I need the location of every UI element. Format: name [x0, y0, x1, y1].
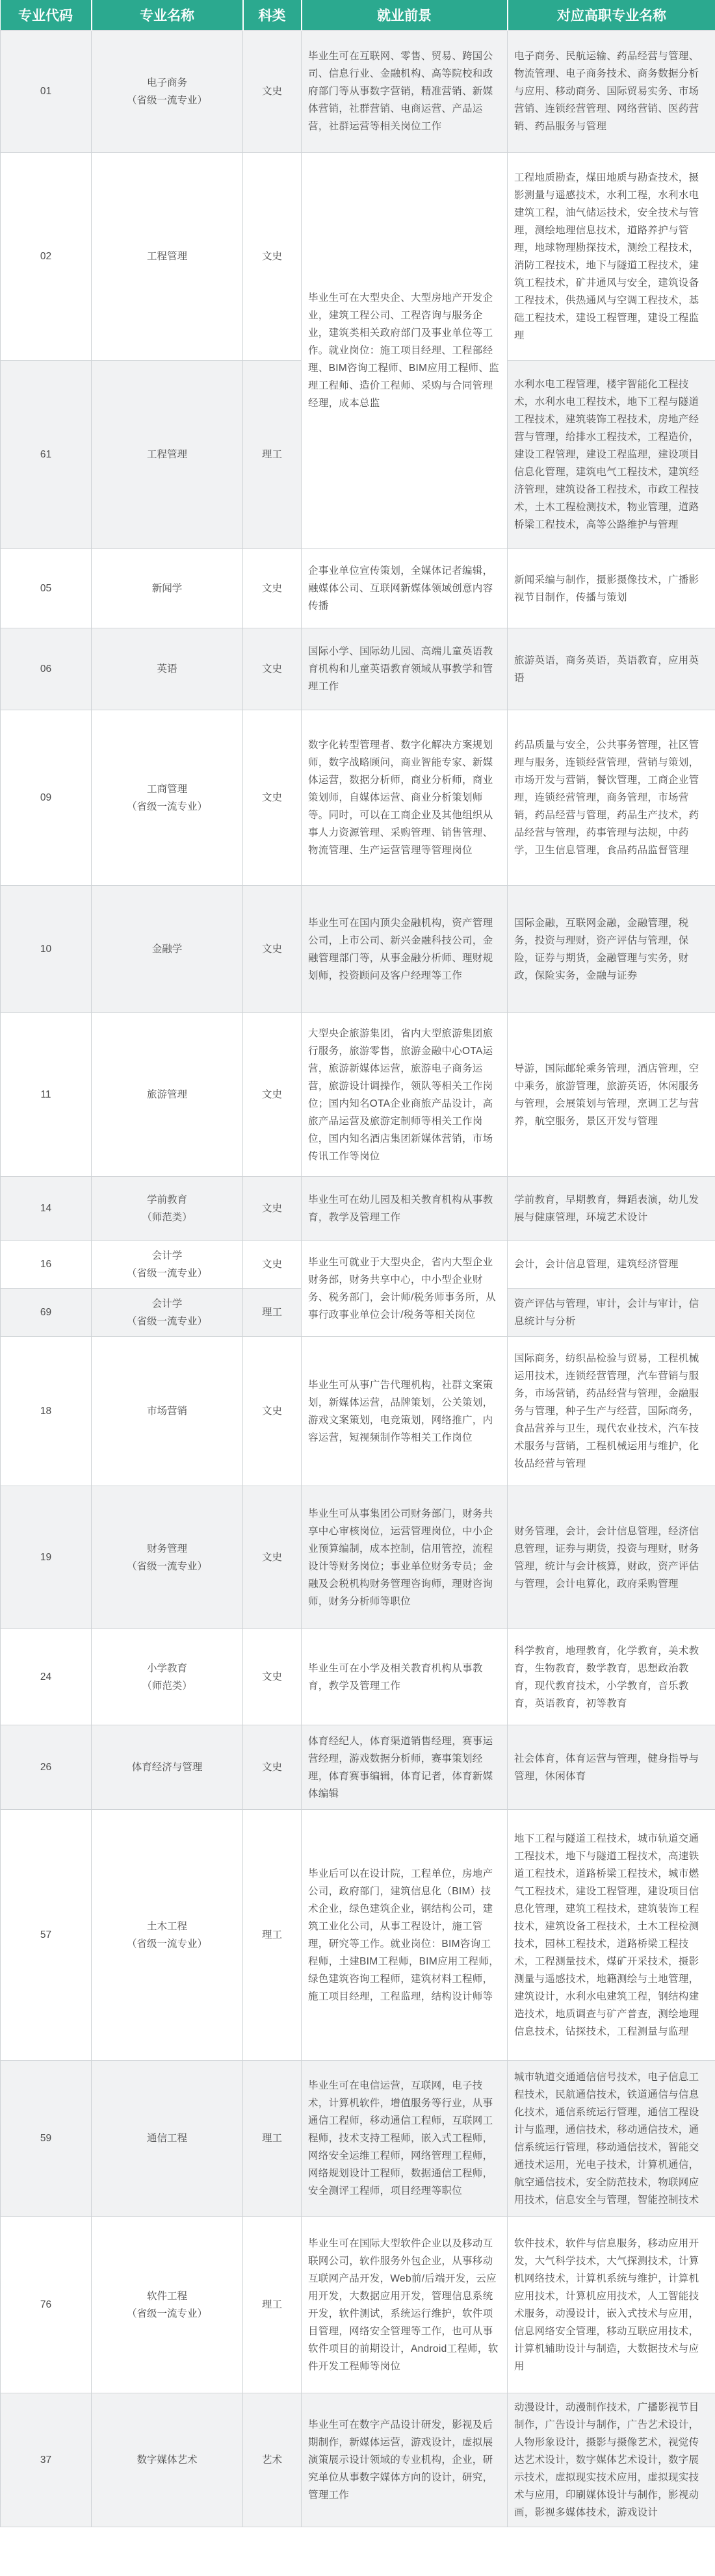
- major-prospects: 毕业生可在幼儿园及相关教育机构从事教育，教学及管理工作: [302, 1177, 508, 1241]
- major-name: 会计学: [151, 1298, 183, 1309]
- major-prospects: 企事业单位宣传策划，全媒体记者编辑，融媒体公司、互联网新媒体领域创意内容传播: [302, 549, 508, 628]
- table-header: [1, 0, 715, 31]
- major-name: 通信工程: [146, 2133, 187, 2144]
- related-majors: 国际商务，纺织品检验与贸易，工程机械运用技术，连锁经营管理，汽车营销与服务，市场营销，药品经营与管理，金融服务与管理，种子生产与经营，国际商务，食品营养与卫生，现代农业技术，汽车技术服务与营销，工程机械运用与维护，化妆品经营与管理: [508, 1337, 715, 1486]
- major-name-cell: [92, 2061, 243, 2217]
- major-code: 09: [1, 710, 92, 886]
- major-code: 10: [1, 886, 92, 1013]
- major-name-cell: [92, 549, 243, 628]
- major-code: 19: [1, 1486, 92, 1629]
- major-name: 金融学: [151, 944, 183, 955]
- major-type: 艺术: [243, 2393, 302, 2527]
- related-majors: 地下工程与隧道工程技术，城市轨道交通工程技术，地下与隧道工程技术，高速铁道工程技术，道路桥梁工程技术，城市燃气工程技术，建设工程管理，建设项目信息化管理，建筑工程技术，建筑装饰工程技术，建筑设备工程技术，土木工程检测技术，园林工程技术，道路桥梁工程技术，工程测量技术，煤矿开采技术，摄影测量与遥感技术，地籍测绘与土地管理，建筑设计，水利水电建筑工程，钢结构建造技术，地质调查与矿产普查，测绘地理信息技术，钻探技术，工程测量与监理: [508, 1810, 715, 2061]
- major-prospects: 毕业生可在小学及相关教育机构从事教育，教学及管理工作: [302, 1629, 508, 1725]
- major-type: 文史: [243, 31, 302, 153]
- major-prospects: 毕业生可在国际大型软件企业以及移动互联网公司，软件服务外包企业，从事移动互联网产品开发，Web前/后端开发，云应用开发，大数据应用开发，管理信息系统开发，软件测试，系统运行维护，软件项目管理，网络安全管理等工作，也可从事软件项目的前期设计，Android工程师，软件开发工程师等岗位: [302, 2217, 508, 2393]
- major-note: （师范类）: [142, 1680, 192, 1692]
- related-majors: 新闻采编与制作，摄影摄像技术，广播影视节目制作，传播与策划: [508, 549, 715, 628]
- header-type: 科类: [243, 0, 302, 31]
- major-name: 小学教育: [146, 1662, 187, 1674]
- major-type: 理工: [243, 2217, 302, 2393]
- table-row: [1, 2061, 715, 2217]
- major-name: 工程管理: [146, 449, 187, 460]
- table-row: [1, 1810, 715, 2061]
- major-type: 文史: [243, 1241, 302, 1289]
- major-note: （省级一流专业）: [126, 1938, 207, 1950]
- major-prospects: 毕业生可在数字产品设计研发，影视及后期制作，新媒体运营，游戏设计，虚拟展演策展示设计领域的专业机构，企业，研究单位从事数字媒体方向的设计，研究，管理工作: [302, 2393, 508, 2527]
- major-note: （省级一流专业）: [126, 801, 207, 812]
- major-name-cell: [92, 1725, 243, 1810]
- major-note: （师范类）: [142, 1211, 192, 1223]
- major-code: 37: [1, 2393, 92, 2527]
- major-name-cell: [92, 1810, 243, 2061]
- major-name-cell: [92, 1486, 243, 1629]
- major-prospects: 大型央企旅游集团，省内大型旅游集团旅行服务，旅游零售，旅游金融中心OTA运营，旅游新媒体运营，旅游电子商务运营，旅游设计调操作，领队等相关工作岗位；国内知名OTA企业商旅产品设计，高旅产品运营及旅游定制师等相关工作岗位，国内知名酒店集团新媒体营销，市场传讯工作等岗位: [302, 1013, 508, 1177]
- major-name: 土木工程: [146, 1920, 187, 1932]
- major-name-cell: [92, 710, 243, 886]
- major-type: 文史: [243, 628, 302, 710]
- major-name-cell: [92, 1629, 243, 1725]
- major-note: （省级一流专业）: [126, 2308, 207, 2319]
- related-majors: 软件技术，软件与信息服务，移动应用开发，大气科学技术，大气探测技术，计算机网络技术，计算机系统与维护，计算机应用技术，计算机应用技术，人工智能技术服务，动漫设计，嵌入式技术与应用，信息网络安全管理，移动互联应用技术，计算机辅助设计与制造，大数据技术与应用: [508, 2217, 715, 2393]
- major-name-cell: [92, 1177, 243, 1241]
- table-row: [1, 886, 715, 1013]
- major-prospects: 毕业生可在电信运营，互联网，电子技术，计算机软件，增值服务等行业，从事通信工程师，移动通信工程师，互联网工程师，技术支持工程师，嵌入式工程师，网络安全运维工程师，网络管理工程师，网络规划设计工程师，数据通信工程师，安全测评工程师，项目经理等职位: [302, 2061, 508, 2217]
- major-type: 理工: [243, 2061, 302, 2217]
- major-code: 76: [1, 2217, 92, 2393]
- major-note: （省级一流专业）: [126, 94, 207, 106]
- major-prospects: 国际小学、国际幼儿园、高端儿童英语教育机构和儿童英语教育领域从事教学和管理工作: [302, 628, 508, 710]
- major-type: 文史: [243, 1177, 302, 1241]
- major-name: 市场营销: [146, 1406, 187, 1417]
- major-code: 14: [1, 1177, 92, 1241]
- major-name: 工程管理: [146, 251, 187, 262]
- related-majors: 学前教育，早期教育，舞蹈表演，幼儿发展与健康管理，环境艺术设计: [508, 1177, 715, 1241]
- major-type: 理工: [243, 1289, 302, 1337]
- major-name: 旅游管理: [146, 1089, 187, 1100]
- related-majors: 财务管理，会计，会计信息管理，经济信息管理，证券与期货，投资与理财，财务管理，统计与会计核算，财政，资产评估与管理，会计电算化，政府采购管理: [508, 1486, 715, 1629]
- major-code: 01: [1, 31, 92, 153]
- related-majors: 水利水电工程管理，楼宇智能化工程技术，水利水电工程技术，地下工程与隧道工程技术，建筑装饰工程技术，房地产经营与管理，给排水工程技术，工程造价，建设工程管理，建设工程监理，建设项目信息化管理，建筑电气工程技术，建筑经济管理，建筑设备工程技术，市政工程技术，土木工程检测技术，物业管理，道路桥梁工程技术，高等公路维护与管理: [508, 361, 715, 549]
- major-type: 文史: [243, 1486, 302, 1629]
- major-name-cell: [92, 628, 243, 710]
- major-note: （省级一流专业）: [126, 1267, 207, 1279]
- major-name-cell: [92, 31, 243, 153]
- table-row: [1, 2393, 715, 2527]
- major-note: （省级一流专业）: [126, 1560, 207, 1572]
- major-name-cell: [92, 1289, 243, 1337]
- major-code: 06: [1, 628, 92, 710]
- header-code: 专业代码: [1, 0, 92, 31]
- table-row: [1, 1337, 715, 1486]
- major-code: 16: [1, 1241, 92, 1289]
- major-name-cell: [92, 2217, 243, 2393]
- major-code: 69: [1, 1289, 92, 1337]
- major-code: 02: [1, 153, 92, 361]
- major-type: 理工: [243, 361, 302, 549]
- related-majors: 国际金融，互联网金融，金融管理，税务，投资与理财，资产评估与管理，保险，证券与期货，金融管理与实务，财政，保险实务，金融与证券: [508, 886, 715, 1013]
- major-name-cell: [92, 1241, 243, 1289]
- table-row: [1, 710, 715, 886]
- major-prospects: 体育经纪人，体育渠道销售经理，赛事运营经理，游戏数据分析师，赛事策划经理，体育赛事编辑，体育记者，体育新媒体编辑: [302, 1725, 508, 1810]
- major-code: 05: [1, 549, 92, 628]
- table-row: [1, 1725, 715, 1810]
- table-row: [1, 2217, 715, 2393]
- major-type: 文史: [243, 549, 302, 628]
- table-row: [1, 1013, 715, 1177]
- related-majors: 会计，会计信息管理，建筑经济管理: [508, 1241, 715, 1289]
- major-code: 59: [1, 2061, 92, 2217]
- major-type: 文史: [243, 710, 302, 886]
- major-prospects: 毕业生可在国内顶尖金融机构，资产管理公司，上市公司、新兴金融科技公司，金融管理部门等，从事金融分析师、理财规划师，投资顾问及客户经理等工作: [302, 886, 508, 1013]
- major-name: 工商管理: [146, 783, 187, 795]
- major-name-cell: [92, 153, 243, 361]
- table-body: [1, 31, 715, 2527]
- related-majors: 资产评估与管理，审计，会计与审计，信息统计与分析: [508, 1289, 715, 1337]
- major-name-cell: [92, 2393, 243, 2527]
- table-row: [1, 1241, 715, 1289]
- major-prospects: 毕业生可从事集团公司财务部门，财务共享中心审核岗位，运营管理岗位，中小企业预算编制，成本控制，信用管控，流程设计等财务岗位；事业单位财务专员；金融及会税机构财务管理咨询师，理财咨询师，财务分析师等职位: [302, 1486, 508, 1629]
- major-code: 24: [1, 1629, 92, 1725]
- header-majors: 对应高职专业名称: [508, 0, 715, 31]
- major-prospects: 毕业生可在大型央企、大型房地产开发企业，建筑工程公司、工程咨询与服务企业，建筑类相关政府部门及事业单位等工作。就业岗位：施工项目经理、工程部经理、BIM咨询工程师、BIM应用工程师、监理工程师、造价工程师、采购与合同管理经理，成本总监: [302, 153, 508, 549]
- major-name-cell: [92, 886, 243, 1013]
- major-code: 57: [1, 1810, 92, 2061]
- major-name-cell: [92, 1013, 243, 1177]
- major-code: 61: [1, 361, 92, 549]
- related-majors: 工程地质勘查，煤田地质与勘查技术，摄影测量与遥感技术，水利工程，水利水电建筑工程，油气储运技术，安全技术与管理，测绘地理信息技术，道路养护与管理，地球物理勘探技术，测绘工程技术，消防工程技术，地下与隧道工程技术，建筑工程技术，矿井通风与安全，建筑设备工程技术，供热通风与空调工程技术，基础工程技术，建设工程管理，建设工程监理: [508, 153, 715, 361]
- major-name: 体育经济与管理: [131, 1762, 203, 1773]
- major-type: 文史: [243, 1725, 302, 1810]
- major-code: 18: [1, 1337, 92, 1486]
- major-type: 文史: [243, 1013, 302, 1177]
- major-prospects: 毕业生可从事广告代理机构，社群文案策划，新媒体运营，品牌策划，公关策划，游戏文案策划，电竞策划，网络推广，内容运营，短视频制作等相关工作岗位: [302, 1337, 508, 1486]
- major-name: 新闻学: [151, 583, 183, 594]
- major-type: 文史: [243, 153, 302, 361]
- major-note: （省级一流专业）: [126, 1315, 207, 1327]
- major-type: 文史: [243, 1337, 302, 1486]
- table-row: [1, 628, 715, 710]
- major-code: 26: [1, 1725, 92, 1810]
- table-row: [1, 549, 715, 628]
- related-majors: 城市轨道交通通信信号技术，电子信息工程技术，民航通信技术，铁道通信与信息化技术，通信系统运行管理，通信工程设计与监理，通信技术，移动通信技术，通信系统运行管理，移动通信技术，智能交通技术运用，光电子技术，计算机通信，航空通信技术，安全防范技术，物联网应用技术，信息安全与管理，智能控制技术: [508, 2061, 715, 2217]
- major-prospects: 数字化转型管理者、数字化解决方案规划师，数字战略顾问，商业智能专家、新媒体运营，数据分析师，商业分析师，商业策划师，自媒体运营、商业分析策划师等。同时，可以在工商企业及其他组织从事人力资源管理、采购管理、销售管理、物流管理、生产运营管理等管理岗位: [302, 710, 508, 886]
- table-row: [1, 1486, 715, 1629]
- major-name: 电子商务: [146, 77, 187, 88]
- major-prospects: 毕业生可就业于大型央企，省内大型企业财务部，财务共享中心，中小型企业财务、税务部门，会计师/税务师事务所，从事行政事业单位会计/税务等相关岗位: [302, 1241, 508, 1337]
- related-majors: 科学教育，地理教育，化学教育，美术教育，生物教育，数学教育，思想政治教育，现代教育技术，小学教育，音乐教育，英语教育，初等教育: [508, 1629, 715, 1725]
- header-name: 专业名称: [92, 0, 243, 31]
- major-type: 文史: [243, 886, 302, 1013]
- major-name: 会计学: [151, 1250, 183, 1261]
- header-prospects: 就业前景: [302, 0, 508, 31]
- major-prospects: 毕业生可在互联网、零售、贸易、跨国公司、信息行业、金融机构、高等院校和政府部门等从事数字营销，精准营销、新媒体营销，社群营销、电商运营、产品运营，社群运营等相关岗位工作: [302, 31, 508, 153]
- major-name: 学前教育: [146, 1194, 187, 1205]
- related-majors: 旅游英语，商务英语，英语教育，应用英语: [508, 628, 715, 710]
- related-majors: 药品质量与安全，公共事务管理，社区管理与服务，连锁经营管理，营销与策划，市场开发与营销，餐饮管理，工商企业管理，连锁经营管理，商务管理，市场营销，药品经营与管理，药品生产技术，药品经营与管理，药事管理与法规，中药学，卫生信息管理，食品药品监督管理: [508, 710, 715, 886]
- table-row: [1, 153, 715, 361]
- major-name: 数字媒体艺术: [136, 2454, 198, 2466]
- major-code: 11: [1, 1013, 92, 1177]
- major-name: 英语: [157, 663, 177, 675]
- major-name: 软件工程: [146, 2290, 187, 2302]
- related-majors: 社会体育，体育运营与管理，健身指导与管理，休闲体育: [508, 1725, 715, 1810]
- related-majors: 电子商务、民航运输、药品经营与管理、物流管理、电子商务技术、商务数据分析与应用、移动商务、国际贸易实务、市场营销、连锁经营管理、网络营销、医药营销、药品服务与管理: [508, 31, 715, 153]
- table-row: [1, 31, 715, 153]
- header-row: [1, 0, 715, 31]
- major-type: 文史: [243, 1629, 302, 1725]
- table-row: [1, 1177, 715, 1241]
- major-prospects: 毕业后可以在设计院，工程单位，房地产公司，政府部门，建筑信息化（BIM）技术企业，绿色建筑企业，钢结构公司，建筑工业化公司，从事工程设计，施工管理，研究等工作。就业岗位：BIM咨询工程师，土建BIM工程师，BIM应用工程师，绿色建筑咨询工程师，建筑材料工程师，施工项目经理，工程监理，结构设计师等: [302, 1810, 508, 2061]
- major-name-cell: [92, 1337, 243, 1486]
- table-row: [1, 1629, 715, 1725]
- major-type: 理工: [243, 1810, 302, 2061]
- major-name-cell: [92, 361, 243, 549]
- related-majors: 导游，国际邮轮乘务管理，酒店管理，空中乘务，旅游管理，旅游英语，休闲服务与管理，会展策划与管理，烹调工艺与营养，航空服务，景区开发与管理: [508, 1013, 715, 1177]
- related-majors: 动漫设计，动漫制作技术，广播影视节目制作，广告设计与制作，广告艺术设计，人物形象设计，摄影与摄像艺术，视觉传达艺术设计，数字媒体艺术设计，数字展示技术，虚拟现实技术应用，虚拟现实技术与应用，印刷媒体设计与制作，影视动画，影视多媒体技术，游戏设计: [508, 2393, 715, 2527]
- major-name: 财务管理: [146, 1543, 187, 1554]
